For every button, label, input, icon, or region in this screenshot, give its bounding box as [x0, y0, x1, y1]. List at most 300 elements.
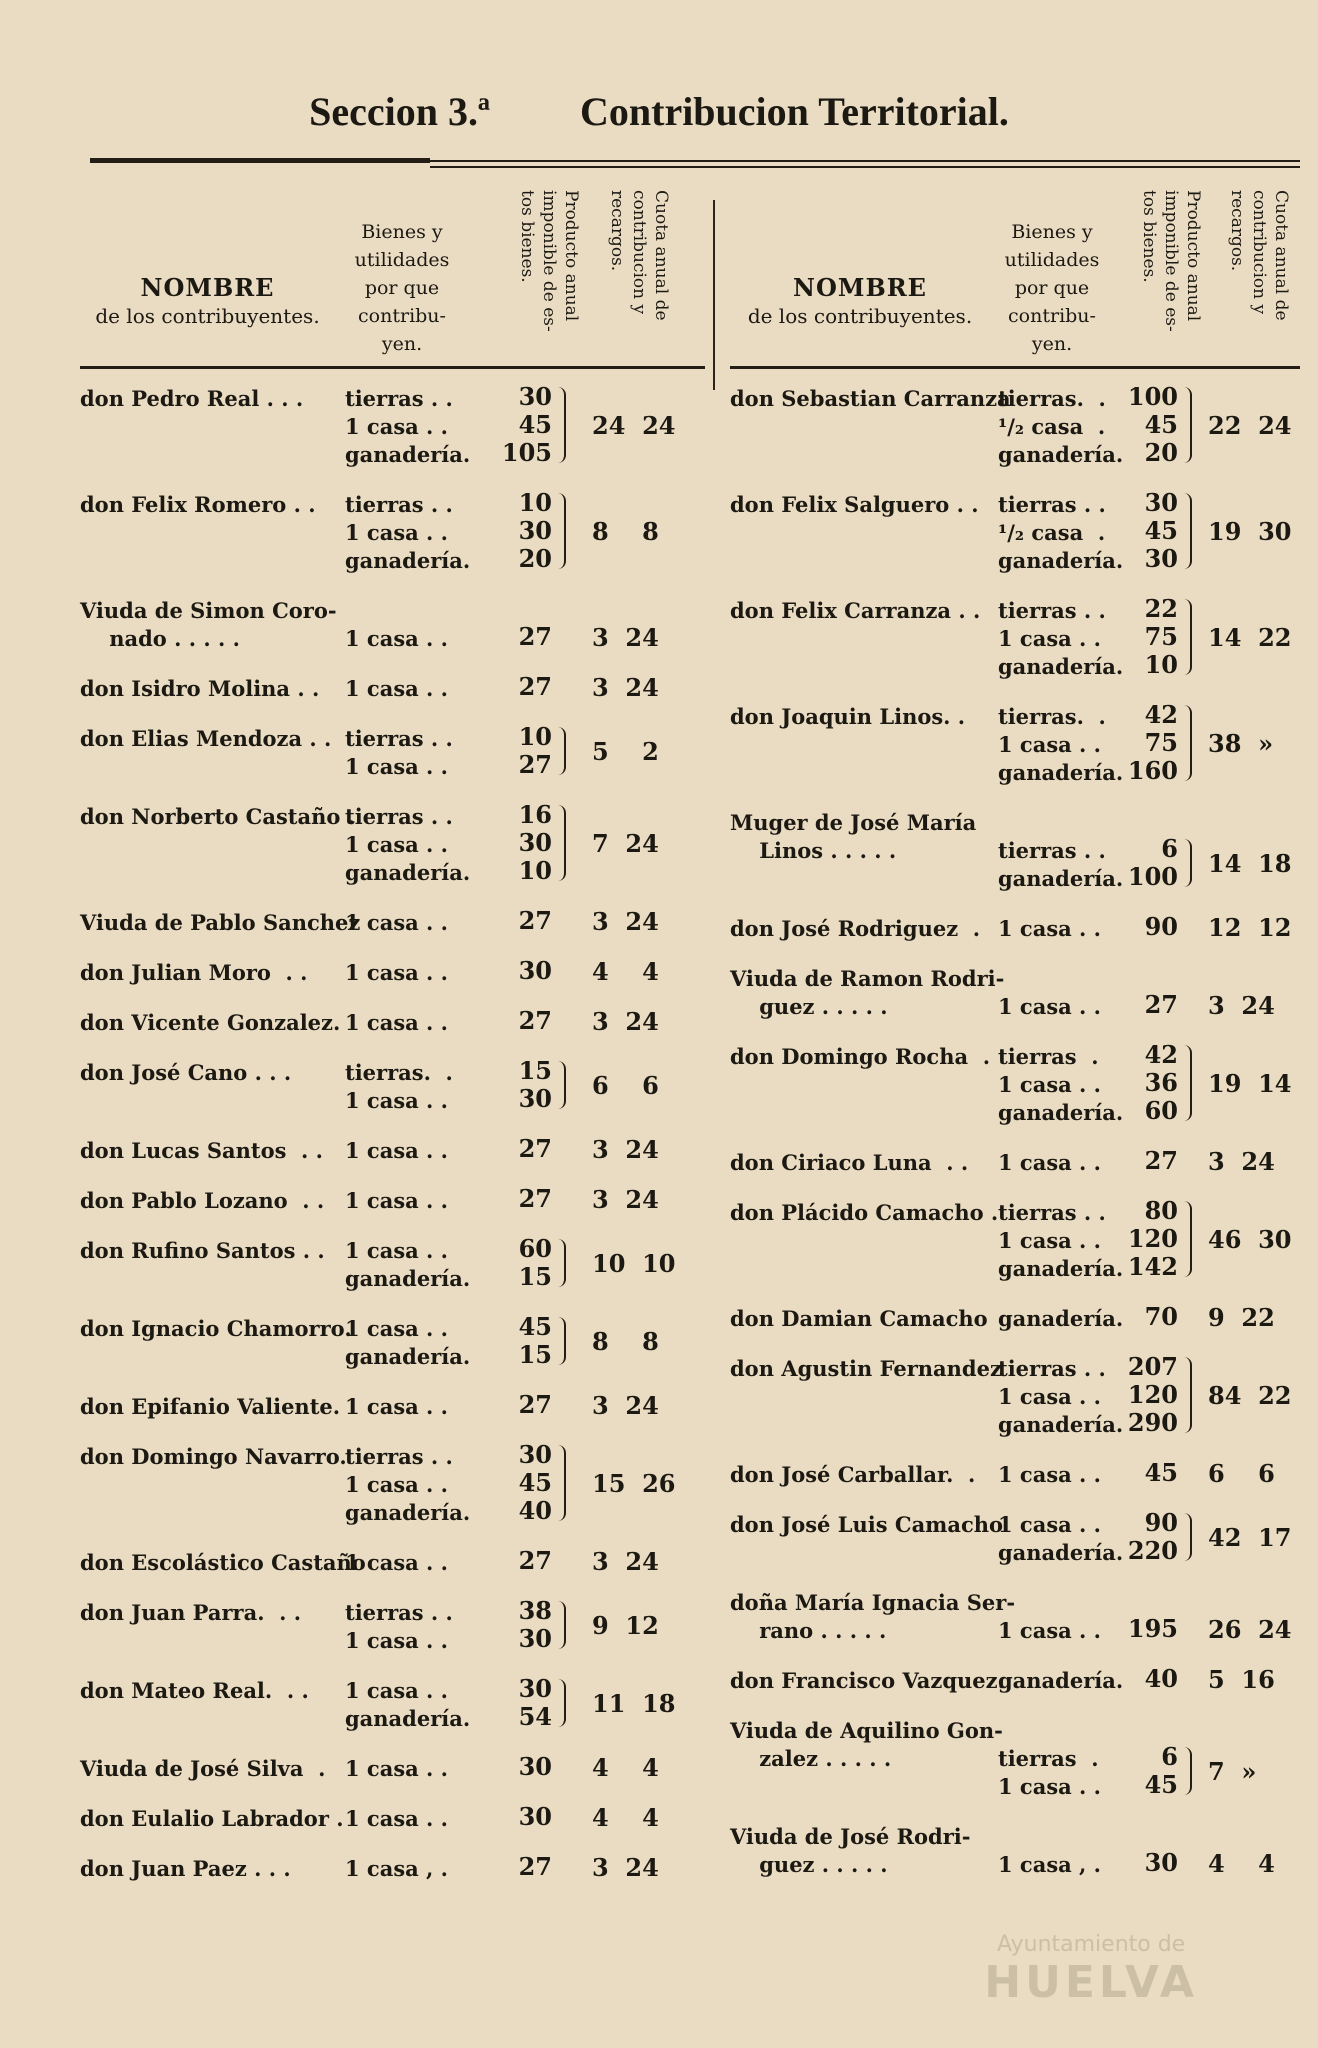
property-items [345, 1187, 448, 1215]
property-items [998, 809, 1123, 893]
property-item: tierras . [998, 1746, 1099, 1771]
property-item: ganadería. [998, 1306, 1124, 1331]
product-value: 27 [518, 1184, 552, 1213]
contributor-name: don Juan Parra. . . [80, 1600, 302, 1625]
property-item: ganadería. [998, 1668, 1124, 1693]
annual-quota: 4 4 [1208, 1849, 1275, 1878]
product-value: 42 [1144, 1040, 1178, 1069]
contributor-name: don Felix Salguero . . [730, 492, 979, 517]
product-values [492, 383, 552, 467]
entry-row [730, 1183, 1300, 1289]
product-values [492, 1753, 552, 1781]
annual-quota: 3 24 [592, 1547, 659, 1576]
contributor-name: Viuda de José Rodri- guez . . . . . [730, 1824, 971, 1877]
contributor-name: don Elias Mendoza . . [80, 726, 332, 751]
property-item: tierras . . [998, 1356, 1106, 1381]
product-value: 27 [518, 622, 552, 651]
product-value: 195 [1127, 1614, 1178, 1643]
right-header [730, 180, 1300, 369]
property-items [345, 597, 448, 653]
property-item: ganadería. [345, 1500, 471, 1525]
annual-quota: 5 16 [1208, 1665, 1275, 1694]
entry-row [80, 943, 705, 993]
property-item: ganadería. [998, 1412, 1124, 1437]
property-item: 1 casa . . [345, 960, 448, 985]
product-values [492, 723, 552, 779]
property-items [345, 675, 448, 703]
property-item: 1 casa . . [345, 520, 448, 545]
product-value: 6 [1161, 834, 1178, 863]
product-values [492, 1057, 552, 1113]
entry-row [730, 1027, 1300, 1133]
product-value: 20 [1144, 438, 1178, 467]
annual-quota: 19 14 [1208, 1069, 1292, 1098]
contributor-name: don Julian Moro . . [80, 960, 308, 985]
entry-row [80, 1739, 705, 1789]
product-value: 45 [518, 410, 552, 439]
product-values [1118, 807, 1178, 891]
product-values [492, 1441, 552, 1525]
entry-row [730, 949, 1300, 1027]
property-item: 1 casa . . [998, 1512, 1101, 1537]
product-value: 10 [518, 488, 552, 517]
property-item: 1 casa . . [345, 1472, 448, 1497]
product-value: 16 [518, 800, 552, 829]
property-items [345, 1009, 448, 1037]
property-item: ganadería. [998, 654, 1124, 679]
grouping-brace [1182, 839, 1192, 887]
grouping-brace [556, 1239, 566, 1287]
property-item: tierras. . [998, 386, 1106, 411]
entry-row [80, 709, 705, 787]
contributor-name: Viuda de Pablo Sanchez [80, 910, 361, 935]
product-values [492, 595, 552, 651]
entry-row [730, 1495, 1300, 1573]
contributor-name: Viuda de Simon Coro- nado . . . . . [80, 598, 337, 651]
property-item: 1 casa . . [998, 732, 1101, 757]
contributor-name: don Felix Romero . . [80, 492, 316, 517]
entry-row [80, 1171, 705, 1221]
contributor-name: don Ciriaco Luna . . [730, 1150, 969, 1175]
property-items [998, 597, 1123, 681]
product-value: 30 [518, 1802, 552, 1831]
annual-quota: 4 4 [592, 1753, 659, 1782]
property-item: ganadería. [998, 1256, 1124, 1281]
product-value: 27 [1144, 1146, 1178, 1175]
contributor-name: Muger de José María Linos . . . . . [730, 810, 977, 863]
page-title [0, 88, 1318, 135]
grouping-brace [1182, 1357, 1192, 1433]
property-items [345, 1443, 470, 1527]
contributor-name: don Pedro Real . . . [80, 386, 304, 411]
product-value: 30 [518, 1084, 552, 1113]
product-value: 40 [518, 1496, 552, 1525]
left-column [80, 180, 705, 1889]
property-item: tierras. . [345, 1060, 453, 1085]
contributor-name: don Felix Carranza . . [730, 598, 981, 623]
product-value: 27 [518, 906, 552, 935]
product-value: 45 [1144, 516, 1178, 545]
product-value: 27 [518, 672, 552, 701]
annual-quota: 3 24 [592, 673, 659, 702]
annual-quota: 19 30 [1208, 517, 1292, 546]
property-items [345, 1677, 470, 1733]
product-value: 75 [1144, 622, 1178, 651]
product-value: 15 [518, 1262, 552, 1291]
property-item: 1 casa . . [345, 676, 448, 701]
product-value: 30 [518, 956, 552, 985]
product-value: 27 [518, 1134, 552, 1163]
contributor-name: don Plácido Camacho . [730, 1200, 999, 1225]
property-items [345, 1393, 448, 1421]
property-item: 1 casa . . [345, 1756, 448, 1781]
property-item: ganadería. [998, 442, 1124, 467]
product-values [1118, 489, 1178, 573]
property-items [998, 703, 1123, 787]
product-value: 22 [1144, 594, 1178, 623]
property-item: 1 casa . . [345, 626, 448, 651]
product-value: 54 [518, 1702, 552, 1731]
product-values [492, 1185, 552, 1213]
product-values [1118, 383, 1178, 467]
property-item: 1 casa . . [345, 414, 448, 439]
property-item [998, 809, 1123, 837]
product-values [492, 489, 552, 573]
grouping-brace [1182, 1747, 1192, 1795]
section-title: Seccion 3.ª [309, 89, 490, 134]
entry-row [730, 793, 1300, 899]
property-items [998, 915, 1101, 943]
property-items [345, 803, 470, 887]
product-value: 45 [1144, 410, 1178, 439]
product-value: 290 [1127, 1408, 1178, 1437]
product-value: 70 [1144, 1302, 1178, 1331]
right-column [730, 180, 1300, 1885]
property-item: 1 casa . . [998, 1618, 1101, 1643]
product-value: 120 [1127, 1224, 1178, 1253]
product-value: 80 [1144, 1196, 1178, 1225]
product-value: 30 [518, 382, 552, 411]
entry-row [80, 1533, 705, 1583]
contributor-name: don Juan Paez . . . [80, 1856, 291, 1881]
product-value [1118, 1715, 1178, 1743]
property-item: 1 casa . . [998, 1462, 1101, 1487]
product-value: 30 [518, 516, 552, 545]
product-value: 60 [518, 1234, 552, 1263]
property-item: tierras . . [998, 598, 1106, 623]
property-item: tierras . . [345, 726, 453, 751]
property-items [345, 1599, 453, 1655]
annual-quota: 3 24 [592, 623, 659, 652]
property-item: ganadería. [345, 1344, 471, 1369]
entry-row [80, 1299, 705, 1377]
grouping-brace [1182, 599, 1192, 675]
product-values [1118, 1197, 1178, 1281]
property-items [345, 385, 470, 469]
property-item: 1 casa . . [345, 1188, 448, 1213]
product-value: 160 [1127, 756, 1178, 785]
property-items [345, 1755, 448, 1783]
product-value: 20 [518, 544, 552, 573]
property-item: ¹/₂ casa . [998, 520, 1106, 545]
property-items [998, 965, 1101, 1021]
product-value: 10 [518, 856, 552, 885]
watermark-logo: Ayuntamiento de HUELVA [984, 1932, 1198, 2008]
property-item: 1 casa . . [345, 1316, 448, 1341]
annual-quota: 3 24 [592, 1007, 659, 1036]
contributor-name: don Rufino Santos . . [80, 1238, 325, 1263]
grouping-brace [1182, 1201, 1192, 1277]
title-rule-underline [430, 166, 1300, 168]
property-items [998, 1043, 1123, 1127]
title-rule-thick [90, 158, 430, 163]
property-item: tierras . . [998, 1200, 1106, 1225]
annual-quota: 22 24 [1208, 411, 1292, 440]
product-value: 220 [1127, 1536, 1178, 1565]
product-values [492, 957, 552, 985]
property-item: ¹/₂ casa . [998, 414, 1106, 439]
property-item: 1 casa . . [345, 1628, 448, 1653]
contributor-name: don Eulalio Labrador . [80, 1806, 344, 1831]
entry-row [730, 899, 1300, 949]
product-values [492, 1597, 552, 1653]
entry-row [80, 787, 705, 893]
header-cuota: Cuota anual de contribucion y recargos. [1227, 190, 1291, 321]
annual-quota: 15 26 [592, 1469, 676, 1498]
annual-quota: 3 24 [592, 1853, 659, 1882]
annual-quota: 3 24 [592, 1391, 659, 1420]
property-items [998, 1667, 1123, 1695]
property-item: tierras . . [998, 492, 1106, 517]
entry-row [80, 1661, 705, 1739]
product-values [492, 1235, 552, 1291]
contribution-title: Contribucion Territorial. [579, 89, 1009, 134]
grouping-brace [556, 1061, 566, 1109]
product-values [492, 673, 552, 701]
contributor-name: don Joaquin Linos. . [730, 704, 966, 729]
product-value: 75 [1144, 728, 1178, 757]
property-items [345, 1059, 453, 1115]
entry-row [80, 893, 705, 943]
product-values [1118, 595, 1178, 679]
annual-quota: 7 » [1208, 1757, 1257, 1786]
product-value: 30 [1144, 544, 1178, 573]
property-item: tierras. . [998, 704, 1106, 729]
annual-quota: 8 8 [592, 1327, 659, 1356]
property-item: 1 casa , . [998, 1852, 1101, 1877]
grouping-brace [556, 387, 566, 463]
property-items [345, 1237, 470, 1293]
grouping-brace [556, 1445, 566, 1521]
product-values [1118, 1147, 1178, 1175]
product-values [492, 1547, 552, 1575]
contributor-name: don Mateo Real. . . [80, 1678, 309, 1703]
property-item: ganadería. [345, 548, 471, 573]
property-items [345, 725, 453, 781]
grouping-brace [556, 1317, 566, 1365]
contributor-name: don Agustin Fernandez [730, 1356, 1002, 1381]
right-entries [730, 369, 1300, 1885]
property-item: tierras . . [345, 804, 453, 829]
contributor-name: don Pablo Lozano . . [80, 1188, 325, 1213]
product-value: 27 [518, 1546, 552, 1575]
property-item: 1 casa . . [998, 1072, 1101, 1097]
product-value: 6 [1161, 1742, 1178, 1771]
property-item: 1 casa . . [345, 1678, 448, 1703]
property-item [998, 1589, 1101, 1617]
product-value: 142 [1127, 1252, 1178, 1281]
product-value [492, 595, 552, 623]
property-item: 1 casa . . [345, 910, 448, 935]
property-items [345, 1137, 448, 1165]
product-value: 10 [518, 722, 552, 751]
entry-row [80, 1583, 705, 1661]
product-values [1118, 963, 1178, 1019]
grouping-brace [1182, 705, 1192, 781]
property-items [998, 1589, 1101, 1645]
entry-row [80, 1377, 705, 1427]
entry-row [730, 475, 1300, 581]
property-item [345, 597, 448, 625]
property-item: ganadería. [998, 548, 1124, 573]
property-item: ganadería. [998, 760, 1124, 785]
product-value: 15 [518, 1340, 552, 1369]
property-items [998, 491, 1123, 575]
entry-row [730, 1289, 1300, 1339]
contributor-name: don Lucas Santos . . [80, 1138, 323, 1163]
entry-row [80, 1427, 705, 1533]
product-values [492, 1007, 552, 1035]
entry-row [80, 1121, 705, 1171]
property-item: 1 casa . . [345, 1088, 448, 1113]
product-values [1118, 1041, 1178, 1125]
product-value: 120 [1127, 1380, 1178, 1409]
product-values [492, 1853, 552, 1881]
annual-quota: 6 6 [592, 1071, 659, 1100]
property-item: 1 casa . . [998, 916, 1101, 941]
property-item: tierras . . [345, 492, 453, 517]
annual-quota: 46 30 [1208, 1225, 1292, 1254]
product-values [1118, 1587, 1178, 1643]
property-item: 1 casa . . [998, 994, 1101, 1019]
property-item [998, 965, 1101, 993]
entry-row [80, 475, 705, 581]
product-value: 27 [518, 1390, 552, 1419]
contributor-name: don Damian Camacho [730, 1306, 988, 1331]
property-item: 1 casa . . [345, 832, 448, 857]
property-items [998, 1511, 1123, 1567]
product-values [1118, 1715, 1178, 1799]
product-value: 30 [518, 828, 552, 857]
property-items [345, 491, 470, 575]
annual-quota: 3 24 [592, 907, 659, 936]
annual-quota: 26 24 [1208, 1615, 1292, 1644]
annual-quota: 4 4 [592, 957, 659, 986]
grouping-brace [556, 1679, 566, 1727]
contributor-name: don Norberto Castaño . [80, 804, 356, 829]
property-items [998, 1461, 1101, 1489]
annual-quota: 5 2 [592, 737, 659, 766]
product-value: 45 [518, 1468, 552, 1497]
column-separator [713, 200, 715, 390]
product-value [1118, 1587, 1178, 1615]
entry-row [80, 1043, 705, 1121]
property-item: 1 casa . . [345, 1010, 448, 1035]
product-value: 30 [518, 1440, 552, 1469]
entry-row [80, 1221, 705, 1299]
product-value [1118, 807, 1178, 835]
product-value: 100 [1127, 862, 1178, 891]
property-item [998, 1823, 1101, 1851]
contributor-name: don Vicente Gonzalez. [80, 1010, 341, 1035]
property-item: 1 casa . . [998, 1774, 1101, 1799]
annual-quota: 8 8 [592, 517, 659, 546]
annual-quota: 6 6 [1208, 1459, 1275, 1488]
product-values [1118, 1509, 1178, 1565]
product-value: 30 [1144, 1848, 1178, 1877]
property-item: ganadería. [345, 1706, 471, 1731]
property-item: tierras . . [998, 838, 1106, 863]
contributor-name: don Francisco Vazquez. [730, 1668, 1005, 1693]
product-values [492, 907, 552, 935]
property-items [345, 909, 448, 937]
entry-row [730, 1339, 1300, 1445]
property-item: ganadería. [345, 1266, 471, 1291]
product-value: 42 [1144, 700, 1178, 729]
product-values [492, 1675, 552, 1731]
product-values [492, 801, 552, 885]
annual-quota: 11 18 [592, 1689, 676, 1718]
property-item: ganadería. [998, 866, 1124, 891]
property-items [998, 1199, 1123, 1283]
product-value: 60 [1144, 1096, 1178, 1125]
property-item: 1 casa . . [998, 1228, 1101, 1253]
contributor-name: don Escolástico Castaño [80, 1550, 366, 1575]
contributor-name: don Isidro Molina . . [80, 676, 320, 701]
property-item: 1 casa . . [345, 1806, 448, 1831]
product-value: 45 [1144, 1770, 1178, 1799]
product-values [1118, 1821, 1178, 1877]
product-value: 30 [518, 1674, 552, 1703]
contributor-name: don José Carballar. . [730, 1462, 976, 1487]
product-values [492, 1391, 552, 1419]
annual-quota: 10 10 [592, 1249, 676, 1278]
entry-row [730, 369, 1300, 475]
annual-quota: 9 12 [592, 1611, 659, 1640]
property-item: 1 casa . . [345, 1394, 448, 1419]
product-value: 38 [518, 1596, 552, 1625]
annual-quota: 7 24 [592, 829, 659, 858]
property-item: 1 casa . . [345, 1550, 448, 1575]
header-producto: Producto anual imponible de es- tos bienes. [1139, 190, 1203, 332]
contributor-name: don Ignacio Chamorro. [80, 1316, 352, 1341]
contributor-name: don José Luis Camacho [730, 1512, 1004, 1537]
property-items [998, 1717, 1101, 1801]
grouping-brace [556, 1601, 566, 1649]
header-producto: Producto anual imponible de es- tos bienes. [517, 190, 581, 332]
product-values [1118, 913, 1178, 941]
property-item: 1 casa , . [345, 1856, 448, 1881]
property-item: ganadería. [998, 1540, 1124, 1565]
product-value: 100 [1127, 382, 1178, 411]
annual-quota: 14 22 [1208, 623, 1292, 652]
entry-row [730, 581, 1300, 687]
annual-quota: 3 24 [592, 1135, 659, 1164]
property-item: ganadería. [998, 1100, 1124, 1125]
entry-row [730, 1133, 1300, 1183]
grouping-brace [1182, 1045, 1192, 1121]
product-value: 30 [518, 1624, 552, 1653]
